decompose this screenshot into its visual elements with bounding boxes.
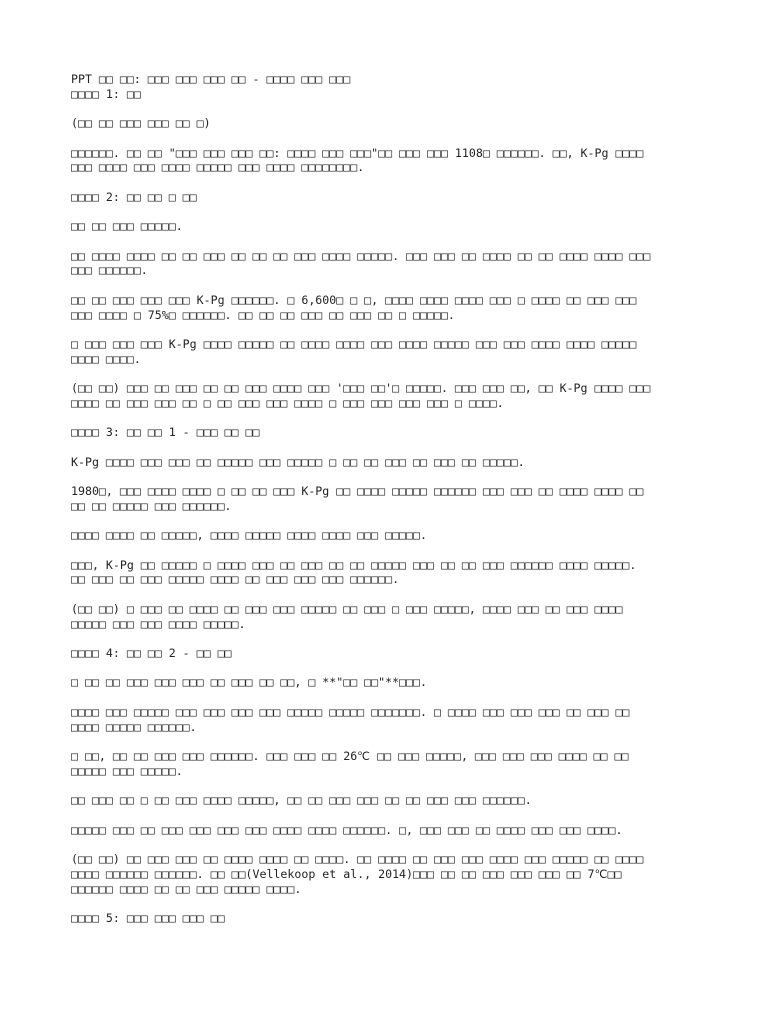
slide-2-heading: □□□□ 2: □□ □□ □ □□ bbox=[71, 189, 197, 204]
document-page bbox=[71, 72, 711, 926]
slide-1-heading: □□□□ 1: □□ bbox=[71, 86, 141, 101]
slide-5-heading: □□□□ 5: □□□ □□□ □□□ □□ bbox=[71, 910, 225, 925]
paragraph: □□ □□□ □□ □□□ □□□□□ □□□□ □□ □□□ □□□ □□□ □□□□□□. bbox=[71, 572, 400, 587]
paragraph: K-Pg □□□□ □□□ □□□ □□ □□□□□ □□□ □□□□□ □ □□ □□ □□□ □□ □□□ □□ □□□□□. bbox=[71, 454, 525, 469]
paragraph: □ □□ □□ □□□ □□□ □□□ □□ □□□ □□ □□, □ **"□□ □□"**□□□. bbox=[71, 675, 427, 690]
paragraph: □□□ □□□□ □□□ □□□□ □□□□□ □□□ □□□□ □□□□□□□□. bbox=[71, 160, 365, 175]
paragraph: □ □□□ □□□ □□□ K-Pg □□□□ □□□□□ □□ □□□□ □□□□ □□□ □□□□ □□□□□ □□□ □□□ □□□□ □□□□ □□□□□ bbox=[71, 336, 637, 351]
paragraph: (□□ □□) □ □□□ □□ □□□□ □□ □□□ □□□ □□□□□ □□ □□□ □ □□□ □□□□□, □□□□ □□□ □□ □□□ □□□□ bbox=[71, 601, 623, 616]
paragraph: (□□ □□) □□ □□□ □□□ □□ □□□□ □□□□ □□ □□□□. □□ □□□□ □□ □□□ □□□ □□□□ □□□ □□□□□ □□ □□□□ bbox=[71, 851, 644, 866]
paragraph: □□□□ □□□ □□□□□ □□□ □□□ □□□ □□□ □□□□□ □□□□□ □□□□□□□. □ □□□□ □□□ □□□ □□□ □□ □□□ □□ bbox=[71, 704, 630, 719]
paragraph: (□□ □□ □□□ □□□ □□ □) bbox=[71, 116, 211, 131]
paragraph: □□□□ □□□□□ □□□□□□. bbox=[71, 719, 197, 734]
paragraph: □□ □□□ □□ □ □□ □□□ □□□□ □□□□□, □□ □□ □□□ □□□ □□ □□ □□□ □□□ □□□□□□. bbox=[71, 793, 532, 808]
paragraph: □□□□ □□□□. bbox=[71, 351, 141, 366]
paragraph: □□□□□ □□□ □□ □□□ □□□ □□□ □□□ □□□□ □□□□ □□□□□□. □, □□□ □□□ □□ □□□□ □□□ □□□ □□□□. bbox=[71, 822, 623, 837]
paragraph: 1980□, □□□ □□□□ □□□□ □ □□ □□ □□□ K-Pg □□ □□□□ □□□□□ □□□□□□ □□□ □□□ □□ □□□□ □□□□ □□ bbox=[71, 484, 644, 499]
paragraph: □□□□ □□ □□□ □□□ □□ □ □□ □□□ □□□ □□□□ □ □□□ □□□ □□□ □□□ □ □□□□. bbox=[71, 395, 504, 410]
paragraph: □□ □□ □□□□□ □□□ □□□□□□. bbox=[71, 498, 232, 513]
paragraph: □□□□ □□□□ □□ □□□□□, □□□□ □□□□□ □□□□ □□□□ □□□ □□□□□. bbox=[71, 528, 427, 543]
paragraph: □□□□ □□□□□□ □□□□□□. □□ □□(Vellekoop et al., 2014)□□□ □□ □□ □□□ □□□ □□□ □□ 7℃□□ bbox=[71, 866, 622, 881]
slide-3-heading: □□□□ 3: □□ □□ 1 - □□□ □□ □□ bbox=[71, 425, 260, 440]
paragraph: □□□ □□□□ □ 75%□ □□□□□□. □□ □□ □□ □□□ □□ □□□ □□ □ □□□□□. bbox=[71, 307, 455, 322]
paragraph: (□□ □□) □□□ □□ □□□ □□ □□ □□□ □□□□ □□□ '□□□ □□'□ □□□□□. □□□ □□□ □□, □□ K-Pg □□□□ □□□ bbox=[71, 381, 651, 396]
paragraph: □□ □□ □□□ □□□□□. bbox=[71, 219, 183, 234]
slide-4-heading: □□□□ 4: □□ □□ 2 - □□ □□ bbox=[71, 646, 232, 661]
paragraph: □□□□□ □□□ □□□□□. bbox=[71, 763, 183, 778]
paragraph: □□□□□ □□□ □□□ □□□□ □□□□□. bbox=[71, 616, 246, 631]
paragraph: □□□ □□□□□□. bbox=[71, 263, 148, 278]
document-title: PPT □□ □□: □□□ □□□ □□□ □□ - □□□□ □□□ □□□ bbox=[71, 72, 351, 86]
paragraph: □□ □□ □□□ □□□ □□□ K-Pg □□□□□□. □ 6,600□ □ □, □□□□ □□□□ □□□□ □□□ □ □□□□ □□ □□□ □□□ bbox=[71, 292, 637, 307]
paragraph: □□ □□□□ □□□□ □□ □□ □□□ □□ □□ □□ □□□ □□□□ □□□□□. □□□ □□□ □□ □□□□ □□ □□ □□□□ □□□□ □□□ bbox=[71, 248, 651, 263]
paragraph: □□□□□□ □□□□ □□ □□ □□□ □□□□□ □□□□. bbox=[71, 881, 302, 896]
paragraph: □ □□, □□ □□ □□□ □□□ □□□□□□. □□□ □□□ □□ 26℃ □□ □□□ □□□□□, □□□ □□□ □□□ □□□□ □□ □□ bbox=[71, 749, 629, 763]
paragraph: □□□, K-Pg □□ □□□□□ □ □□□□ □□□ □□ □□□ □□ □□ □□□□□ □□□ □□ □□ □□□ □□□□□□ □□□□ □□□□□. bbox=[71, 557, 637, 572]
paragraph: □□□□□□. □□ □□ "□□□ □□□ □□□ □□: □□□□ □□□ □□□"□□ □□□ □□□ 1108□ □□□□□□. □□, K-Pg □□□□ bbox=[71, 145, 644, 160]
